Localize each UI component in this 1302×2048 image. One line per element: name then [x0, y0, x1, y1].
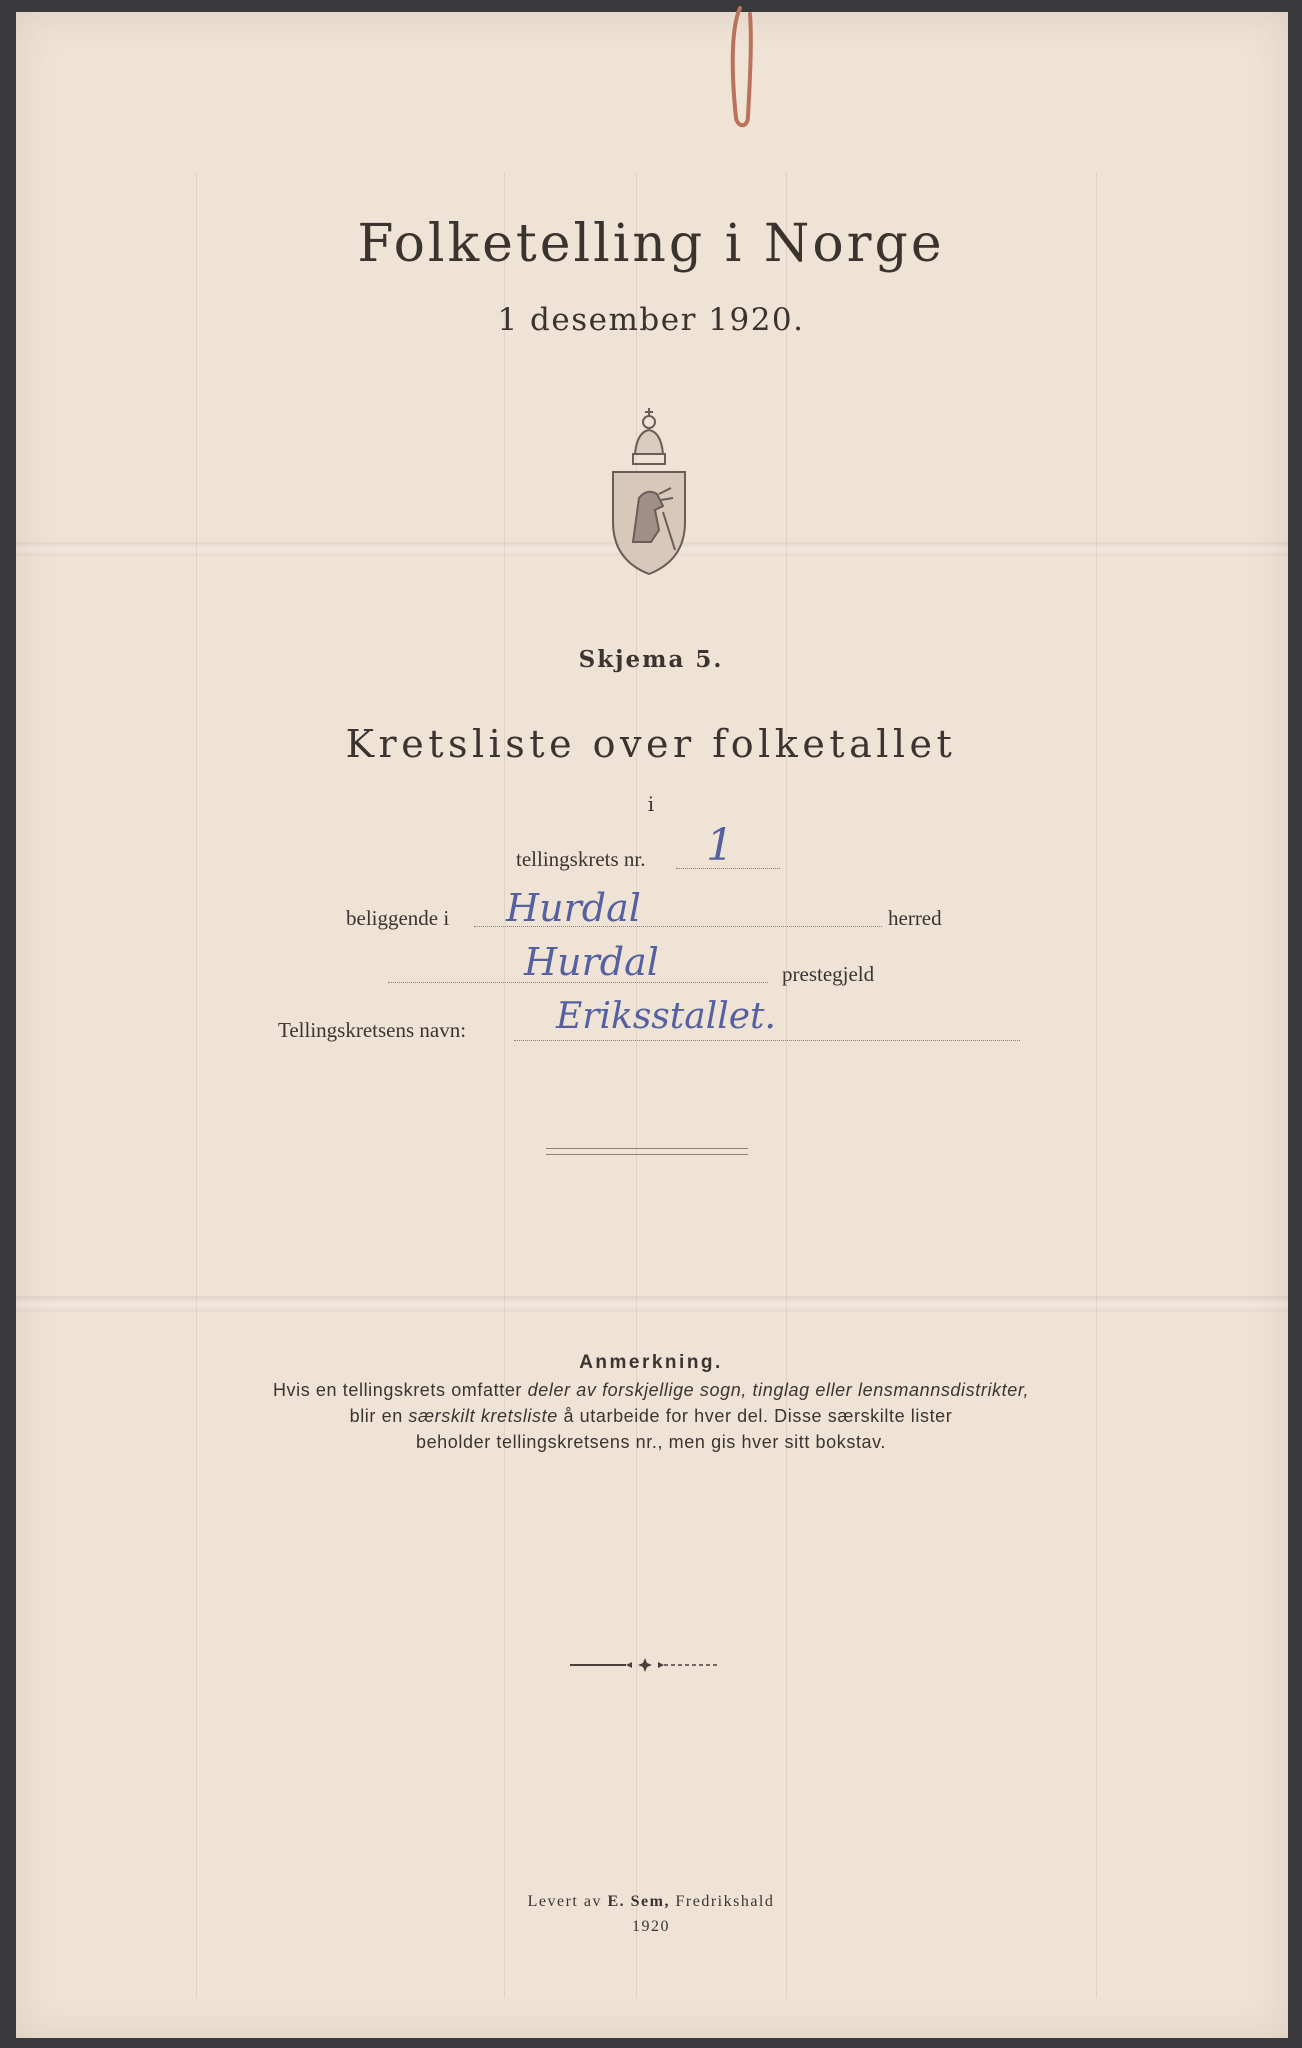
parish-label: prestegjeld — [782, 962, 875, 986]
printer-year: 1920 — [632, 1918, 670, 1935]
divider — [546, 1148, 748, 1155]
herred-label: herred — [888, 906, 942, 930]
district-name-field — [514, 1040, 1020, 1041]
page-fold — [16, 1296, 1288, 1312]
note-line-3: beholder tellingskretsens nr., men gis hver sitt bokstav. — [415, 1432, 887, 1452]
printer-place: Fredrikshald — [669, 1893, 775, 1910]
printer-prefix: Levert av — [527, 1893, 608, 1910]
located-label: beliggende i — [346, 906, 450, 930]
note-text: blir en — [349, 1406, 409, 1426]
note-text: å utarbeide for hver del. Disse særskilte lister — [557, 1406, 953, 1426]
note-emphasis: særskilt kretsliste — [408, 1406, 558, 1426]
connector-text: i — [647, 792, 655, 816]
schema-label: Skjema 5. — [578, 646, 724, 673]
note-line-1 — [0, 1380, 1302, 1401]
bleed-through-line — [196, 172, 197, 1998]
bleed-through-line — [504, 172, 505, 1998]
note-line-2 — [0, 1406, 1302, 1427]
printer-credit — [0, 1893, 1302, 1911]
bleed-through-line — [1096, 172, 1097, 1998]
located-value: Hurdal — [506, 886, 641, 930]
parish-value: Hurdal — [524, 940, 659, 984]
norwegian-coat-of-arms-icon — [601, 402, 697, 578]
decorative-ornament-icon — [570, 1656, 720, 1674]
page-title: Folketelling i Norge — [357, 214, 945, 274]
printer-name: E. Sem, — [607, 1893, 670, 1910]
paper-clip-icon — [720, 0, 760, 130]
bleed-through-line — [786, 172, 787, 1998]
note-text: Hvis en tellingskrets omfatter — [272, 1380, 528, 1400]
district-name-value: Eriksstallet. — [556, 996, 776, 1037]
census-date: 1 desember 1920. — [497, 302, 805, 338]
note-title: Anmerkning. — [579, 1352, 723, 1373]
form-heading: Kretsliste over folketallet — [345, 722, 957, 766]
district-name-label: Tellingskretsens navn: — [278, 1018, 467, 1042]
note-emphasis: deler av forskjellige sogn, tinglag eller lensmannsdistrikter, — [527, 1380, 1030, 1400]
district-number-label: tellingskrets nr. — [516, 847, 646, 871]
district-number-value: 1 — [706, 820, 734, 871]
